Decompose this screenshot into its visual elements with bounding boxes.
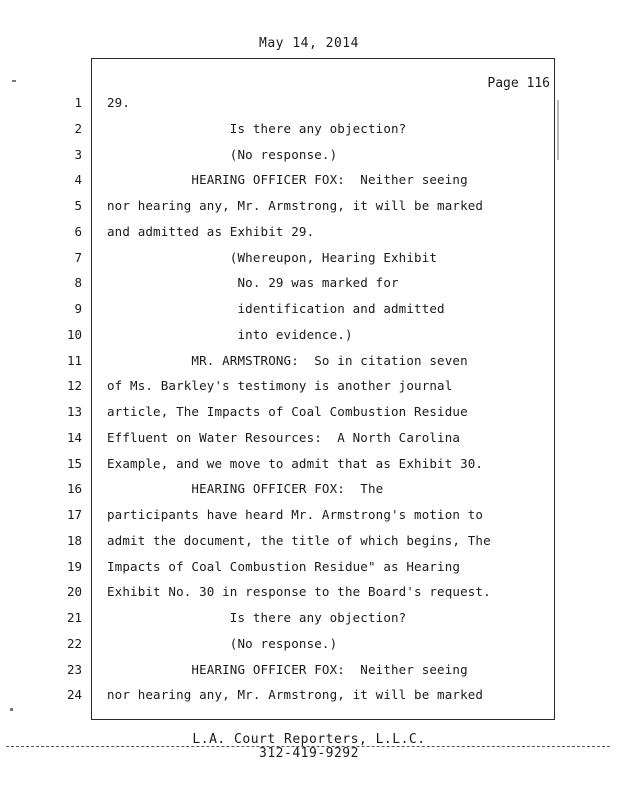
line-number: 17 — [66, 507, 82, 522]
transcript-line-text: article, The Impacts of Coal Combustion Residue — [107, 404, 468, 419]
transcript-line-text: admit the document, the title of which begins, The — [107, 533, 491, 548]
line-number: 23 — [66, 662, 82, 677]
transcript-line-text: MR. ARMSTRONG: So in citation seven — [107, 353, 468, 368]
scan-speck — [10, 708, 13, 711]
transcript-line-text: participants have heard Mr. Armstrong's motion to — [107, 507, 484, 522]
line-number: 5 — [74, 198, 82, 213]
transcript-line-text: (No response.) — [107, 147, 338, 162]
line-number: 22 — [66, 636, 82, 651]
transcript-line-text: Example, and we move to admit that as Exhibit 30. — [107, 456, 484, 471]
transcript-line-text: HEARING OFFICER FOX: Neither seeing — [107, 662, 468, 677]
transcript-date: May 14, 2014 — [259, 36, 359, 51]
page-number: Page 116 — [487, 76, 550, 91]
line-number: 14 — [66, 430, 82, 445]
transcript-line-text: (Whereupon, Hearing Exhibit — [107, 250, 438, 265]
transcript-line-text: nor hearing any, Mr. Armstrong, it will be marked — [107, 687, 484, 702]
line-number: 9 — [74, 301, 82, 316]
transcript-line-text: Exhibit No. 30 in response to the Board's request. — [107, 584, 491, 599]
line-number: 4 — [74, 172, 82, 187]
transcript-line-text: Impacts of Coal Combustion Residue" as Hearing — [107, 559, 461, 574]
line-number: 20 — [66, 584, 82, 599]
scan-edge-mark — [557, 100, 559, 160]
line-number: 3 — [74, 147, 82, 162]
transcript-line-text: of Ms. Barkley's testimony is another journal — [107, 378, 453, 393]
line-number: 1 — [74, 95, 82, 110]
transcript-line-text: HEARING OFFICER FOX: Neither seeing — [107, 172, 468, 187]
transcript-line-text: Is there any objection? — [107, 121, 407, 136]
transcript-line-text: HEARING OFFICER FOX: The — [107, 481, 384, 496]
line-number: 8 — [74, 275, 82, 290]
line-number: 21 — [66, 610, 82, 625]
transcript-line-text: and admitted as Exhibit 29. — [107, 224, 315, 239]
line-number: 12 — [66, 378, 82, 393]
scan-speck — [12, 80, 16, 82]
transcript-line-text: Effluent on Water Resources: A North Carolina — [107, 430, 461, 445]
line-number: 19 — [66, 559, 82, 574]
reporter-phone: 312-419-9292 — [259, 746, 359, 761]
reporter-company: L.A. Court Reporters, L.L.C. — [192, 732, 426, 747]
transcript-line-text: (No response.) — [107, 636, 338, 651]
line-number: 13 — [66, 404, 82, 419]
line-number: 15 — [66, 456, 82, 471]
line-number: 11 — [66, 353, 82, 368]
line-number: 18 — [66, 533, 82, 548]
line-number: 2 — [74, 121, 82, 136]
transcript-line-text: nor hearing any, Mr. Armstrong, it will be marked — [107, 198, 484, 213]
line-number: 10 — [66, 327, 82, 342]
line-number: 16 — [66, 481, 82, 496]
transcript-line-text: No. 29 was marked for — [107, 275, 399, 290]
line-number: 6 — [74, 224, 82, 239]
transcript-line-text: identification and admitted — [107, 301, 445, 316]
transcript-line-text: Is there any objection? — [107, 610, 407, 625]
transcript-line-text: into evidence.) — [107, 327, 353, 342]
transcript-line-text: 29. — [107, 95, 131, 110]
line-number: 7 — [74, 250, 82, 265]
line-number: 24 — [66, 687, 82, 702]
